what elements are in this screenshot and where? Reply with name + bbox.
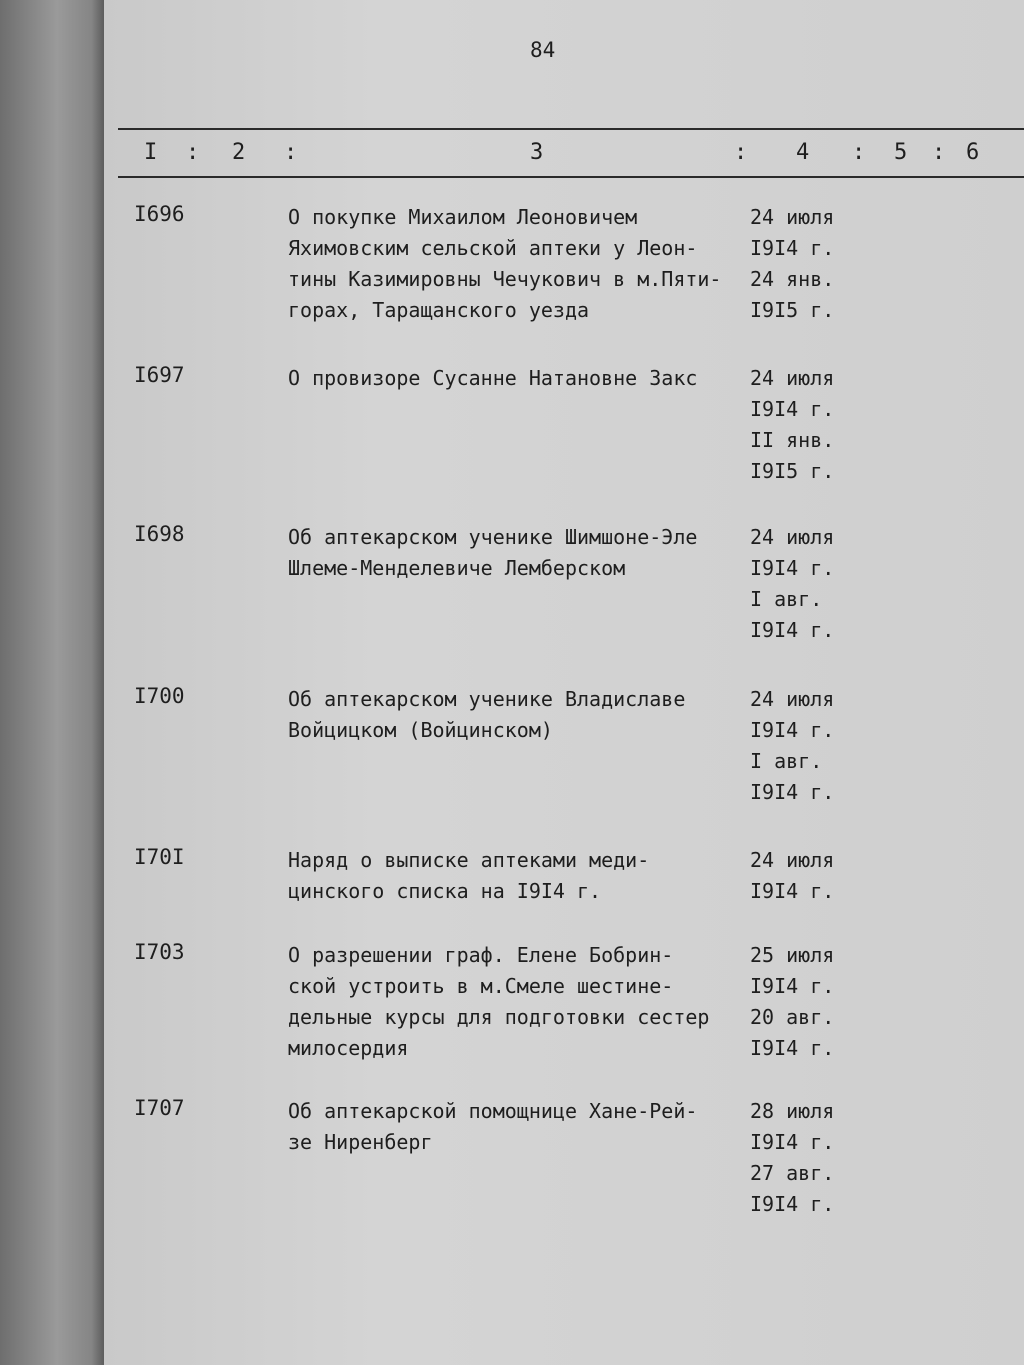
entry-description: О разрешении граф. Елене Бобрин- ской устроить в м.Смеле шестине- дельные курсы для подготовки сестер милосердия <box>288 943 710 1060</box>
column-separator: : <box>186 140 200 165</box>
entry-dates: 24 июля I9I4 г. I авг. I9I4 г. <box>750 525 835 642</box>
header-rule-top <box>118 128 1024 130</box>
column-header-6: 6 <box>966 140 980 165</box>
entry-description: Об аптекарском ученике Владиславе Войцицком (Войцинском) <box>288 687 686 742</box>
column-separator: : <box>932 140 946 165</box>
entry-dates: 24 июля I9I4 г. 24 янв. I9I5 г. <box>750 205 835 322</box>
entry-dates: 25 июля I9I4 г. 20 авг. I9I4 г. <box>750 943 835 1060</box>
column-header-4: 4 <box>796 140 810 165</box>
bleed-through-text <box>288 392 687 470</box>
entry-dates: 24 июля I9I4 г. I авг. I9I4 г. <box>750 687 835 804</box>
entry-number: I70I <box>134 845 185 869</box>
entry-dates: 24 июля I9I4 г. II янв. I9I5 г. <box>750 366 835 483</box>
page-number: 84 <box>530 38 556 62</box>
entry-number: I696 <box>134 202 185 226</box>
entry-dates: 28 июля I9I4 г. 27 авг. I9I4 г. <box>750 1099 835 1216</box>
entry-number: I703 <box>134 940 185 964</box>
entry-description: Об аптекарской помощнице Хане-Рей- зе Ниренберг <box>288 1099 698 1154</box>
entry-dates: 24 июля I9I4 г. <box>750 848 835 903</box>
entry-description: О покупке Михаилом Леоновичем Яхимовским сельской аптеки у Леон- тины Казимировны Чечукович в м.Пяти- горах, Таращанского уезда <box>288 205 722 322</box>
entry-number: I707 <box>134 1096 185 1120</box>
entry-number: I698 <box>134 522 185 546</box>
entry-description: Наряд о выписке аптеками меди- цинского списка на I9I4 г. <box>288 848 650 903</box>
column-separator: : <box>852 140 866 165</box>
entry-number: I700 <box>134 684 185 708</box>
column-header-1: I <box>144 140 158 165</box>
column-header-3: 3 <box>530 140 544 165</box>
column-separator: : <box>284 140 298 165</box>
header-rule-bottom <box>118 176 1024 178</box>
column-separator: : <box>734 140 748 165</box>
entry-description: Об аптекарском ученике Шимшоне-Эле Шлеме-Менделевиче Лемберском <box>288 525 698 580</box>
book-gutter <box>0 0 104 1365</box>
entry-number: I697 <box>134 363 185 387</box>
entry-description: О провизоре Сусанне Натановне Закс <box>288 366 698 390</box>
column-header-5: 5 <box>894 140 908 165</box>
column-header-2: 2 <box>232 140 246 165</box>
